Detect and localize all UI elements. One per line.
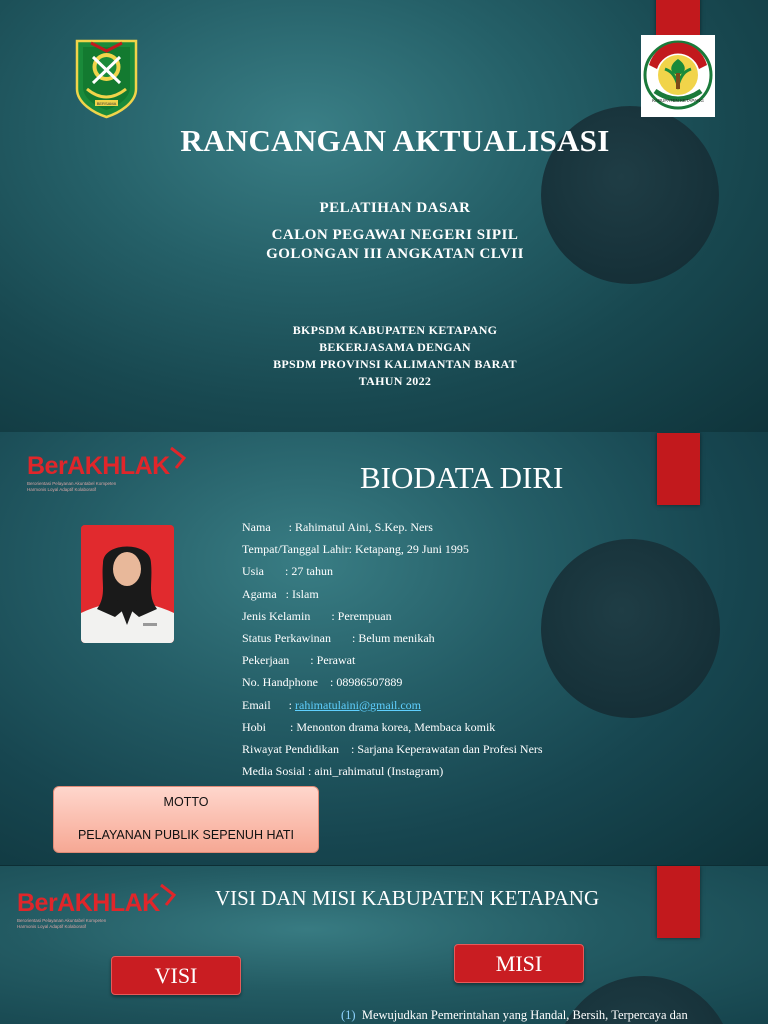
org-line-1: BKPSDM KABUPATEN KETAPANG — [292, 323, 498, 337]
email-label: Email : — [242, 697, 295, 712]
biodata-row: Media Sosial : aini_rahimatul (Instagram) — [242, 764, 444, 779]
subtitle-line-3: GOLONGAN III ANGKATAN CLVII — [266, 246, 524, 262]
motto-text: PELAYANAN PUBLIK SEPENUH HATI — [77, 828, 295, 842]
page-title: RANCANGAN AKTUALISASI — [180, 123, 610, 158]
regency-logo — [641, 35, 715, 117]
decor-red-bar — [656, 0, 700, 36]
berakhlak-tagline-1: Berorientasi Pelayanan Akuntabel Kompeten — [27, 481, 117, 486]
berakhlak-wordmark: BerAKHLAK — [17, 889, 160, 917]
visi-button[interactable]: VISI — [111, 956, 241, 995]
arrow-icon — [167, 446, 189, 470]
biodata-title: BIODATA DIRI — [360, 460, 564, 495]
berakhlak-tagline-2: Harmonis Loyal Adaptif Kolaboratif — [17, 923, 87, 929]
motto-label: MOTTO — [163, 795, 209, 809]
regency-logo-text: KABUPATEN KETAPANG — [652, 98, 704, 103]
biodata-list — [242, 516, 543, 782]
org-line-4: TAHUN 2022 — [358, 374, 432, 388]
biodata-row: Pekerjaan : Perawat — [242, 653, 356, 668]
org-line-2: BEKERJASAMA DENGAN — [319, 340, 471, 354]
biodata-row: Usia : 27 tahun — [242, 564, 333, 579]
misi-item — [341, 1008, 688, 1023]
berakhlak-tagline-2: Harmonis Loyal Adaptif Kolaboratif — [27, 486, 97, 492]
biodata-row: Nama : Rahimatul Aini, S.Kep. Ners — [242, 520, 433, 534]
misi-item-number: (1) — [341, 1008, 356, 1022]
subtitle-line-2: CALON PEGAWAI NEGERI SIPIL — [271, 227, 519, 243]
arrow-icon — [157, 883, 179, 907]
berakhlak-logo — [17, 889, 177, 929]
biodata-row: Agama : Islam — [242, 586, 319, 601]
province-logo — [71, 37, 142, 119]
biodata-row: Status Perkawinan : Belum menikah — [242, 631, 435, 646]
decor-red-bar — [657, 866, 700, 938]
decor-red-bar — [657, 433, 700, 505]
misi-button[interactable]: MISI — [454, 944, 584, 983]
email-link[interactable]: rahimatulaini@gmail.com — [295, 697, 422, 712]
berakhlak-wordmark: BerAKHLAK — [27, 452, 170, 480]
biodata-row: Riwayat Pendidikan : Sarjana Keperawatan dan Profesi Ners — [242, 742, 543, 757]
biodata-row: Tempat/Tanggal Lahir: Ketapang, 29 Juni 1995 — [242, 542, 469, 557]
biodata-row: Hobi : Menonton drama korea, Membaca komik — [242, 719, 496, 734]
biodata-row: Jenis Kelamin : Perempuan — [242, 608, 392, 623]
org-line-3: BPSDM PROVINSI KALIMANTAN BARAT — [273, 357, 517, 371]
slide-title — [0, 0, 768, 432]
visi-misi-title: VISI DAN MISI KABUPATEN KETAPANG — [215, 886, 600, 910]
profile-photo — [81, 525, 174, 643]
berakhlak-logo — [27, 452, 187, 492]
biodata-row: No. Handphone : 08986507889 — [242, 675, 403, 690]
biodata-row-email — [242, 694, 543, 716]
subtitle-line-1: PELATIHAN DASAR — [319, 200, 471, 216]
misi-item-text: Mewujudkan Pemerintahan yang Handal, Bersih, Terpercaya dan — [361, 1008, 688, 1022]
berakhlak-tagline-1: Berorientasi Pelayanan Akuntabel Kompeten — [17, 918, 107, 923]
motto-box — [53, 786, 319, 853]
decor-circle — [541, 539, 720, 718]
province-logo-text: BERSAMA — [96, 101, 117, 106]
